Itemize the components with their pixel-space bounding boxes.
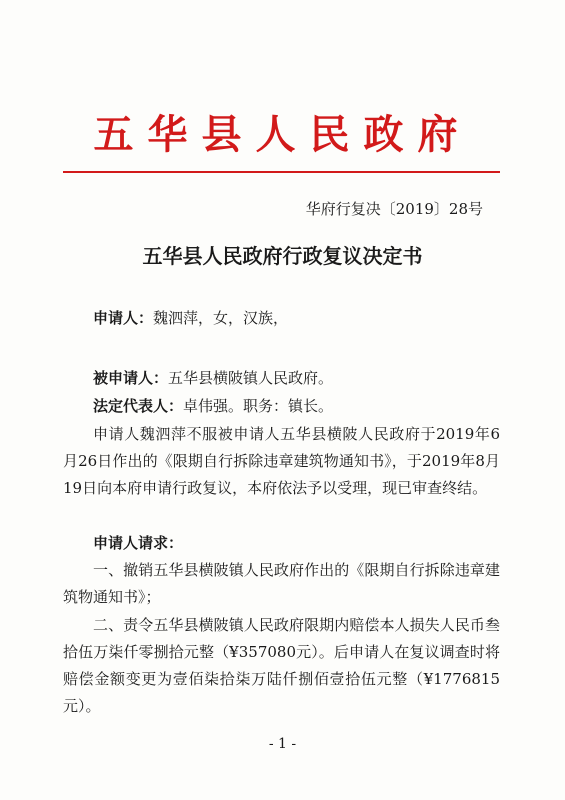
document-title: 五华县人民政府行政复议决定书	[142, 244, 423, 268]
legal-rep-value: 卓伟强。职务：镇长。	[183, 397, 334, 415]
intro-paragraph: 申请人魏泗萍不服被申请人五华县横陂人民政府于2019年6月26日作出的《限期自行拆除违章建筑物通知书》，于2019年8月19日向本府申请行政复议，本府依法予以受理，现已审查终结。	[63, 425, 500, 497]
issuing-authority-header: 五华县人民政府	[93, 111, 472, 158]
requests-label: 申请人请求：	[93, 534, 184, 552]
respondent-value: 五华县横陂镇人民政府。	[168, 369, 334, 387]
legal-representative-line	[63, 393, 500, 420]
applicant-label: 申请人：	[93, 309, 154, 327]
legal-rep-label: 法定代表人：	[93, 397, 184, 415]
respondent-line	[63, 365, 500, 392]
request-1: 一、撤销五华县横陂镇人民政府作出的《限期自行拆除违章建筑物通知书》；	[63, 561, 500, 606]
red-separator-line	[63, 171, 500, 173]
requests-heading-block	[63, 530, 500, 557]
respondent-label: 被申请人：	[93, 369, 169, 387]
request-1-block	[63, 557, 500, 611]
request-2-block	[63, 612, 500, 720]
document-number: 华府行复决〔2019〕28号	[305, 200, 483, 218]
applicant-line	[63, 305, 500, 332]
intro-paragraph-block	[63, 421, 500, 502]
page-number: - 1 -	[268, 736, 297, 752]
applicant-value: 魏泗萍，女，汉族，	[153, 309, 289, 327]
request-2: 二、责令五华县横陂镇人民政府限期内赔偿本人损失人民币叁拾伍万柒仟零捌拾元整（¥357080元）。后申请人在复议调查时将赔偿金额变更为壹佰柒拾柒万陆仟捌佰壹拾伍元整（¥1776815元）。	[63, 616, 500, 715]
